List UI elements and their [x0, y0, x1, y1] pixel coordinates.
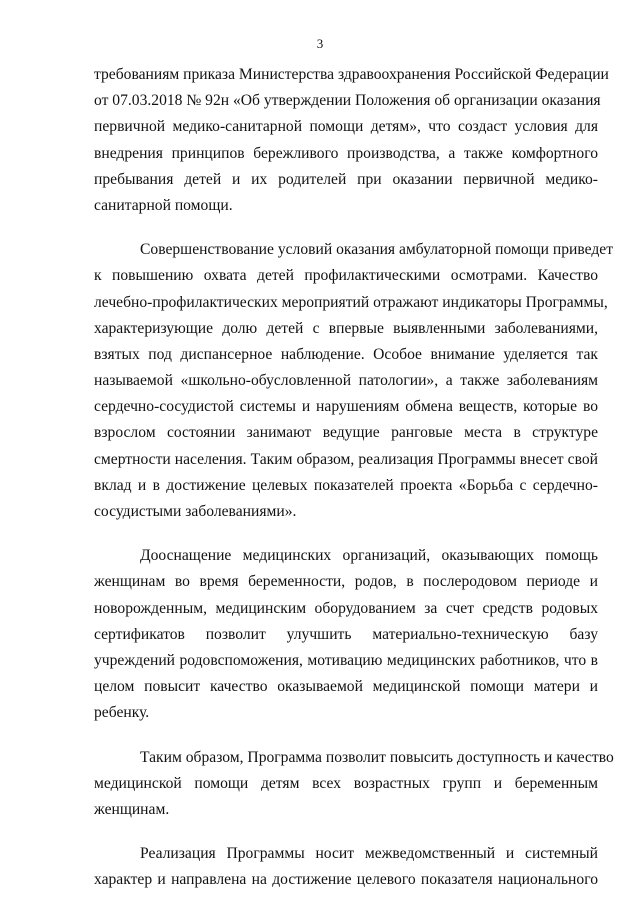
text-line: Реализация Программы носит межведомственный и системный [140, 845, 598, 863]
text-line: сосудистыми заболеваниями». [94, 503, 297, 520]
text-line: Дооснащение медицинских организаций, оказывающих помощь [140, 547, 598, 565]
paragraph-5 [94, 841, 598, 893]
text-line: Совершенствование условий оказания амбулаторной помощи приведет [140, 241, 614, 259]
text-line: требованиям приказа Министерства здравоохранения Российской Федерации [94, 66, 609, 83]
text-line: женщинам во время беременности, родов, в послеродовом периоде и [94, 573, 598, 591]
text-line: характеризующие долю детей с впервые выявленными заболеваниями, [94, 319, 598, 337]
text-line: Таким образом, Программа позволит повысить доступность и качество [140, 748, 614, 766]
text-line: смертности населения. Таким образом, реализация Программы внесет свой [94, 450, 598, 468]
paragraph-1 [94, 62, 609, 219]
text-line: новорожденным, медицинским оборудованием за счет средств родовых [94, 599, 598, 617]
paragraph-2 [94, 237, 614, 525]
text-line: сердечно-сосудистой системы и нарушениям обмена веществ, которые во [94, 398, 598, 416]
text-line: медицинской помощи детям всех возрастных групп и беременным [94, 774, 598, 792]
text-line: лечебно-профилактических мероприятий отражают индикаторы Программы, [94, 293, 608, 311]
text-line: сертификатов позволит улучшить материально-техническую базу [94, 625, 598, 643]
text-line: от 07.03.2018 № 92н «Об утверждении Положения об организации оказания [94, 92, 601, 110]
text-line: санитарной помощи. [94, 196, 233, 214]
text-line: первичной медико-санитарной помощи детям», что создаст условия для [94, 118, 598, 136]
paragraph-3 [94, 543, 598, 726]
text-line: к повышению охвата детей профилактическими осмотрами. Качество [94, 267, 598, 285]
text-line: учреждений родовспоможения, мотивацию медицинских работников, что в [94, 651, 598, 669]
text-line: женщинам. [94, 800, 170, 818]
text-line: вклад и в достижение целевых показателей проекта «Борьба с сердечно- [94, 476, 598, 494]
page-number: 3 [316, 36, 324, 51]
text-line: внедрения принципов бережливого производства, а также комфортного [94, 144, 598, 162]
paragraph-4 [94, 745, 614, 824]
text-line: целом повысит качество оказываемой медицинской помощи матери и [94, 678, 598, 696]
text-line: взятых под диспансерное наблюдение. Особое внимание уделяется так [94, 345, 598, 363]
text-line: характер и направлена на достижение целевого показателя национального [94, 871, 598, 889]
body-text [94, 62, 614, 893]
text-line: ребенку. [94, 704, 150, 722]
text-line: пребывания детей и их родителей при оказании первичной медико- [94, 170, 598, 188]
text-line: называемой «школьно-обусловленной патологии», а также заболеваниям [94, 372, 598, 390]
text-line: взрослом состоянии занимают ведущие ранговые места в структуре [94, 424, 598, 442]
